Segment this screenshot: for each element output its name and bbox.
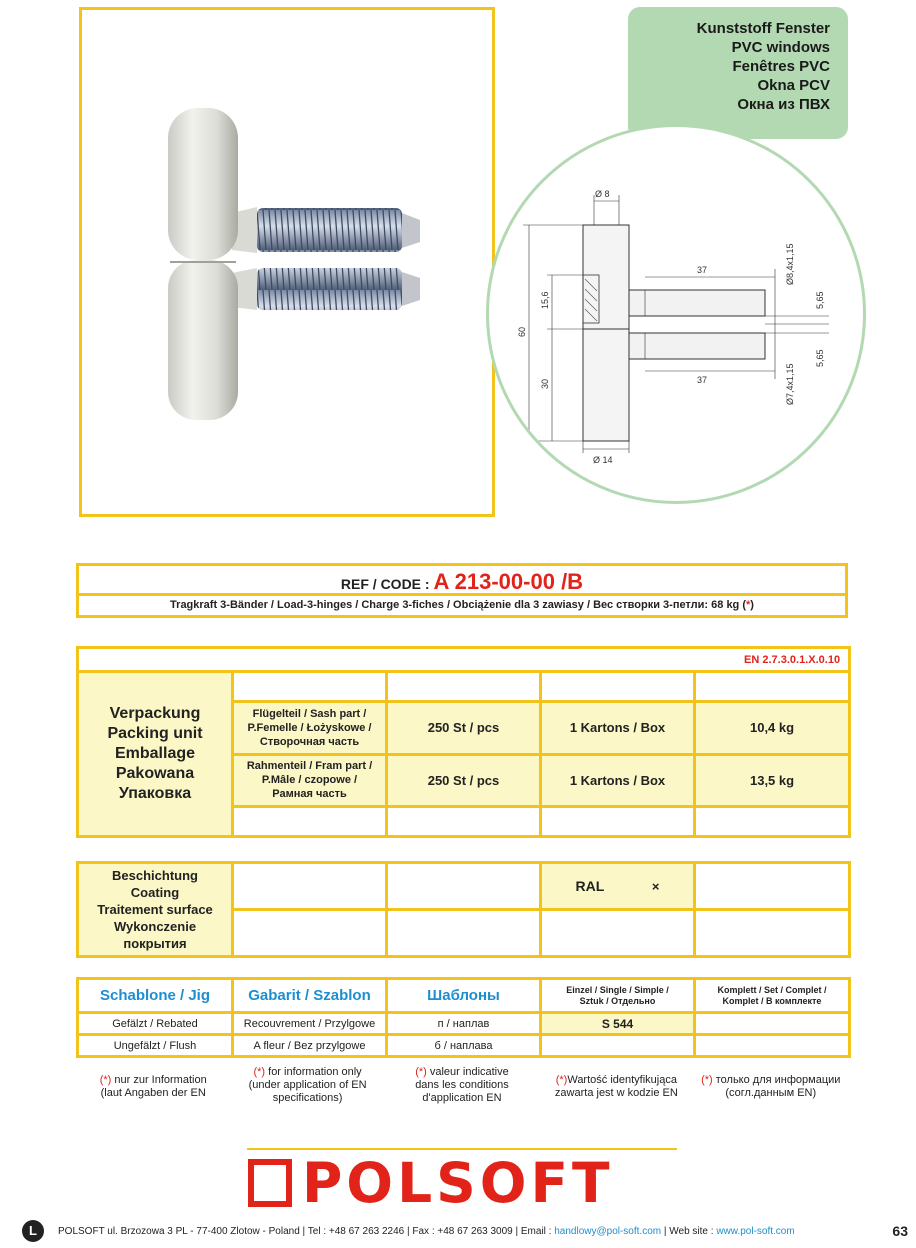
- empty-cell: [233, 672, 387, 702]
- ral-label: RAL: [575, 878, 605, 894]
- category-line: PVC windows: [731, 39, 830, 56]
- technical-drawing: [489, 127, 863, 501]
- footnote-line: только для информации: [712, 1074, 841, 1086]
- page-number: 63: [892, 1223, 908, 1239]
- jig-set-value: [695, 1013, 850, 1035]
- ral-cell: [541, 863, 695, 910]
- en-code: EN 2.7.3.0.1.X.0.10: [78, 648, 850, 672]
- jig-single-header-line: Einzel / Single / Simple /: [566, 984, 669, 995]
- footnote: [539, 1070, 693, 1105]
- pieces-cell: 250 St / pcs: [387, 754, 541, 806]
- category-line: Fenêtres PVC: [732, 58, 830, 75]
- empty-cell: [233, 806, 387, 836]
- footnote: [230, 1066, 384, 1105]
- hinge-photo: [82, 10, 492, 514]
- packing-label-line: Упаковка: [118, 785, 192, 803]
- load-description: Tragkraft 3-Bänder / Load-3-hinges / Charge 3-fiches / Obciążenie dla 3 zawiasy / Вес створки 3-петли: 68 kg (: [170, 599, 746, 611]
- footer: [22, 1219, 908, 1243]
- coating-label-line: Wykonczenie: [113, 919, 197, 934]
- jig-set-value: [695, 1035, 850, 1057]
- empty-cell: [387, 672, 541, 702]
- empty-cell: [387, 806, 541, 836]
- dim-upper-height: 15,6: [540, 291, 550, 309]
- jig-single-value: [541, 1035, 695, 1057]
- coating-table: [76, 861, 851, 958]
- packing-label-line: Emballage: [114, 745, 196, 763]
- jig-cell: б / наплава: [387, 1035, 541, 1057]
- footnote-star: (*): [415, 1066, 427, 1078]
- footnote-line: valeur indicative: [426, 1066, 509, 1078]
- logo-square-icon: [248, 1159, 292, 1207]
- footer-web-link[interactable]: www.pol-soft.com: [716, 1225, 795, 1237]
- coating-label-line: Beschichtung: [112, 868, 198, 883]
- load-text: [79, 596, 845, 615]
- empty-cell: [233, 910, 387, 957]
- table-row: [78, 1013, 850, 1035]
- part-name-line: Рамная часть: [272, 788, 347, 801]
- footnote: [76, 1070, 230, 1105]
- jig-header: Шаблоны: [387, 979, 541, 1013]
- footnote: [694, 1070, 848, 1105]
- empty-cell: [233, 863, 387, 910]
- logo-text: POLSOFT: [302, 1151, 614, 1215]
- weight-cell: 10,4 kg: [695, 702, 850, 754]
- logo-rule: [247, 1148, 677, 1150]
- dim-thread-bottom: Ø7,4x1,15: [785, 363, 795, 405]
- ref-code: A 213-00-00 /B: [433, 569, 584, 594]
- part-name-line: P.Mâle / czopowe /: [261, 774, 358, 787]
- jig-cell: п / наплав: [387, 1013, 541, 1035]
- footnote-line: (согл.данным EN): [725, 1087, 817, 1099]
- empty-cell: [541, 806, 695, 836]
- jig-cell: Ungefälzt / Flush: [78, 1035, 233, 1057]
- ref-label: REF / CODE :: [340, 576, 434, 592]
- empty-cell: [387, 910, 541, 957]
- coating-label-line: Traitement surface: [97, 902, 213, 917]
- footnote-star: (*): [701, 1074, 713, 1086]
- box-cell: 1 Kartons / Box: [541, 702, 695, 754]
- jig-cell: Gefälzt / Rebated: [78, 1013, 233, 1035]
- footer-web-label: | Web site :: [661, 1225, 717, 1237]
- packing-label-line: Pakowana: [115, 765, 195, 783]
- pieces-cell: 250 St / pcs: [387, 702, 541, 754]
- dim-offset-bottom: 5,65: [815, 349, 825, 367]
- dim-bottom-diameter: Ø 14: [593, 455, 613, 465]
- load-star: *: [746, 599, 751, 611]
- load-close: ): [750, 599, 754, 611]
- footnote-line: specifications): [272, 1092, 343, 1104]
- jig-single-header-line: Sztuk / Отдельно: [579, 995, 656, 1006]
- footer-email-link[interactable]: handlowy@pol-soft.com: [554, 1225, 662, 1237]
- product-photo-frame: [79, 7, 495, 517]
- jig-single-value: S 544: [541, 1013, 695, 1035]
- dim-pin-length-bottom: 37: [697, 375, 708, 385]
- empty-cell: [695, 910, 850, 957]
- category-line: Окна из ПВХ: [737, 96, 830, 113]
- part-name-line: Створочная часть: [259, 735, 360, 748]
- dim-thread-top: Ø8,4x1,15: [785, 243, 795, 285]
- jig-cell: Recouvrement / Przylgowe: [233, 1013, 387, 1035]
- footer-address-text: POLSOFT ul. Brzozowa 3 PL - 77-400 Zlotow - Poland | Tel : +48 67 263 2246 | Fax : +48 67 263 3009 | Email :: [58, 1225, 555, 1237]
- polsoft-logo: [248, 1151, 678, 1215]
- ref-code-row: [79, 566, 845, 596]
- dim-offset-top: 5,65: [815, 291, 825, 309]
- category-line: Okna PCV: [757, 77, 830, 94]
- footnote-star: (*): [555, 1074, 568, 1086]
- part-name-line: Flügelteil / Sash part /: [252, 707, 367, 720]
- part-name-line: Rahmenteil / Fram part /: [246, 760, 373, 773]
- category-line: Kunststoff Fenster: [696, 20, 830, 37]
- footnote-line: zawarta jest w kodzie EN: [554, 1087, 678, 1099]
- empty-cell: [695, 672, 850, 702]
- jig-set-header-line: Komplet / В комплекте: [722, 995, 822, 1006]
- dim-total-height: 60: [517, 326, 527, 337]
- footnote-line: Wartość identyfikująca: [567, 1074, 677, 1086]
- jig-header: Gabarit / Szablon: [233, 979, 387, 1013]
- coating-label-line: Coating: [130, 885, 180, 900]
- jig-cell: A fleur / Bez przylgowe: [233, 1035, 387, 1057]
- packing-table: [76, 646, 851, 838]
- footnotes: [76, 1066, 848, 1105]
- empty-cell: [387, 863, 541, 910]
- footnote-line: for information only: [265, 1066, 362, 1078]
- part-name: [233, 702, 387, 754]
- coating-label-line: покрытия: [123, 936, 187, 951]
- jig-table: [76, 977, 851, 1058]
- dim-lower-height: 30: [540, 378, 550, 389]
- jig-set-header-line: Komplett / Set / Complet /: [717, 984, 827, 995]
- footnote-line: d'application EN: [422, 1092, 502, 1104]
- footnote-star: (*): [99, 1074, 112, 1086]
- dim-top-diameter: Ø 8: [595, 189, 610, 199]
- footnote-line: dans les conditions: [415, 1079, 509, 1091]
- packing-label: [78, 672, 233, 837]
- footnote: [385, 1066, 539, 1105]
- table-row: [78, 1035, 850, 1057]
- part-name: [233, 754, 387, 806]
- technical-drawing-circle: [486, 124, 866, 504]
- packing-label-line: Packing unit: [107, 725, 203, 743]
- empty-cell: [541, 910, 695, 957]
- jig-single-header: [541, 979, 695, 1013]
- category-tab: [628, 7, 848, 139]
- footnote-line: nur zur Information: [111, 1074, 207, 1086]
- weight-cell: 13,5 kg: [695, 754, 850, 806]
- footnote-line: (laut Angaben der EN: [100, 1087, 206, 1099]
- brand-mark-icon: L: [22, 1220, 44, 1242]
- part-name-line: P.Femelle / Łożyskowe /: [247, 721, 372, 734]
- ral-mark: ×: [651, 879, 660, 894]
- empty-cell: [695, 863, 850, 910]
- coating-label: [78, 863, 233, 957]
- empty-cell: [695, 806, 850, 836]
- jig-set-header: [695, 979, 850, 1013]
- ref-code-box: [76, 563, 848, 618]
- footnote-star: (*): [253, 1066, 266, 1078]
- dim-pin-length-top: 37: [697, 265, 708, 275]
- empty-cell: [541, 672, 695, 702]
- footnote-line: (under application of EN: [248, 1079, 367, 1091]
- packing-label-line: Verpackung: [109, 705, 201, 723]
- jig-header: Schablone / Jig: [78, 979, 233, 1013]
- footer-address: [58, 1226, 892, 1237]
- box-cell: 1 Kartons / Box: [541, 754, 695, 806]
